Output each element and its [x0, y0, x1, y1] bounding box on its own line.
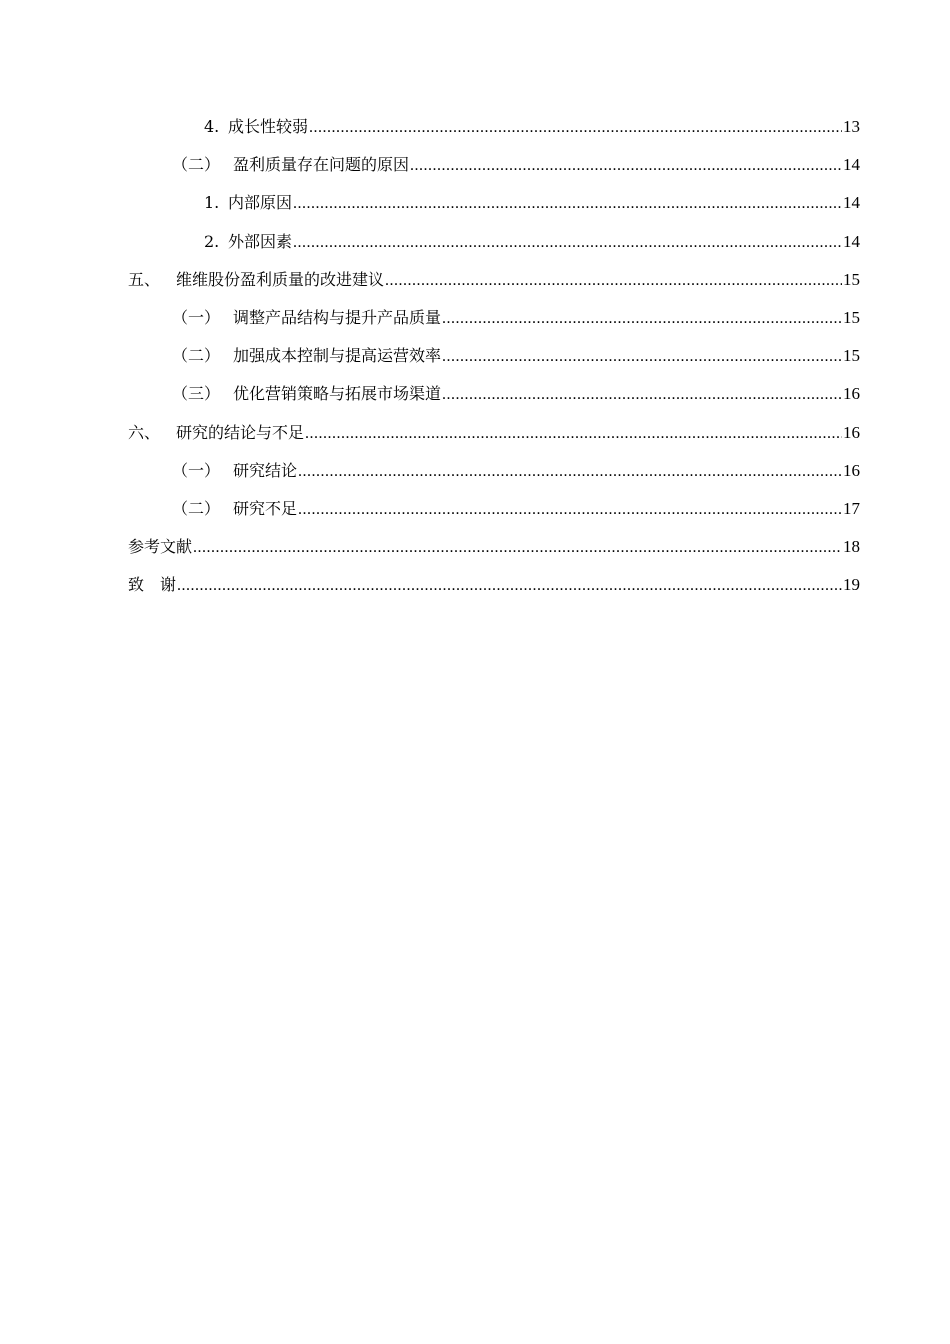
toc-entry-title: 研究的结论与不足: [176, 422, 305, 442]
toc-entry-page: 14: [843, 231, 860, 251]
dot-leader: [293, 228, 842, 258]
toc-entry-title: 外部因素: [228, 231, 293, 251]
dot-leader: [442, 380, 842, 410]
toc-entry-growth-weak[interactable]: [128, 112, 860, 150]
toc-entry-title: 加强成本控制与提高运营效率: [233, 346, 442, 366]
toc-entry-acknowledgements[interactable]: [128, 570, 860, 608]
toc-entry-number: 五、: [128, 269, 161, 289]
dot-leader: [298, 457, 842, 487]
table-of-contents: [128, 112, 860, 608]
toc-entry-page: 14: [843, 155, 860, 175]
toc-entry-number: （二）: [172, 498, 221, 518]
dot-leader: [410, 151, 842, 181]
dot-leader: [305, 419, 842, 449]
toc-entry-references[interactable]: [128, 532, 860, 570]
dot-leader: [309, 113, 842, 143]
toc-entry-title: 优化营销策略与拓展市场渠道: [233, 384, 442, 404]
toc-entry-title: 研究不足: [233, 498, 298, 518]
dot-leader: [442, 304, 842, 334]
toc-entry-chapter-5[interactable]: [128, 265, 860, 303]
toc-entry-external-factors[interactable]: [128, 227, 860, 265]
dot-leader: [385, 266, 842, 296]
toc-entry-page: 18: [843, 537, 860, 557]
toc-entry-page: 15: [843, 269, 860, 289]
toc-entry-number: 1.: [204, 193, 220, 213]
dot-leader: [442, 342, 842, 372]
toc-entry-marketing-strategy[interactable]: [128, 379, 860, 417]
toc-entry-limitations[interactable]: [128, 494, 860, 532]
toc-entry-page: 13: [843, 117, 860, 136]
toc-entry-page: 19: [843, 575, 860, 595]
toc-entry-page: 16: [843, 460, 860, 480]
toc-entry-number: （一）: [172, 460, 221, 480]
toc-entry-page: 14: [843, 193, 860, 213]
toc-entry-title: 内部原因: [228, 193, 293, 213]
toc-entry-title: 成长性较弱: [228, 117, 309, 136]
dot-leader: [298, 495, 842, 525]
toc-entry-title: 维维股份盈利质量的改进建议: [176, 269, 385, 289]
toc-entry-number: 2.: [204, 231, 220, 251]
toc-entry-number: 六、: [128, 422, 161, 442]
toc-entry-conclusions[interactable]: [128, 456, 860, 494]
toc-entry-number: （二）: [172, 346, 221, 366]
dot-leader: [293, 189, 842, 219]
toc-entry-cost-control[interactable]: [128, 341, 860, 379]
toc-entry-number: 4.: [204, 117, 220, 136]
toc-entry-chapter-6[interactable]: [128, 418, 860, 456]
toc-entry-title: 盈利质量存在问题的原因: [233, 155, 410, 175]
toc-entry-number: （一）: [172, 307, 221, 327]
toc-entry-product-structure[interactable]: [128, 303, 860, 341]
dot-leader: [177, 571, 842, 601]
toc-entry-page: 15: [843, 307, 860, 327]
toc-entry-page: 16: [843, 422, 860, 442]
toc-entry-page: 16: [843, 384, 860, 404]
toc-entry-number: （二）: [172, 155, 221, 175]
toc-entry-problem-causes[interactable]: [128, 150, 860, 188]
toc-entry-title: 调整产品结构与提升产品质量: [233, 307, 442, 327]
toc-entry-number: （三）: [172, 384, 221, 404]
toc-entry-title: 致 谢: [128, 575, 177, 595]
toc-entry-title: 研究结论: [233, 460, 298, 480]
dot-leader: [193, 533, 842, 563]
toc-entry-title: 参考文献: [128, 537, 193, 557]
toc-entry-page: 15: [843, 346, 860, 366]
toc-entry-page: 17: [843, 498, 860, 518]
toc-entry-internal-causes[interactable]: [128, 188, 860, 226]
